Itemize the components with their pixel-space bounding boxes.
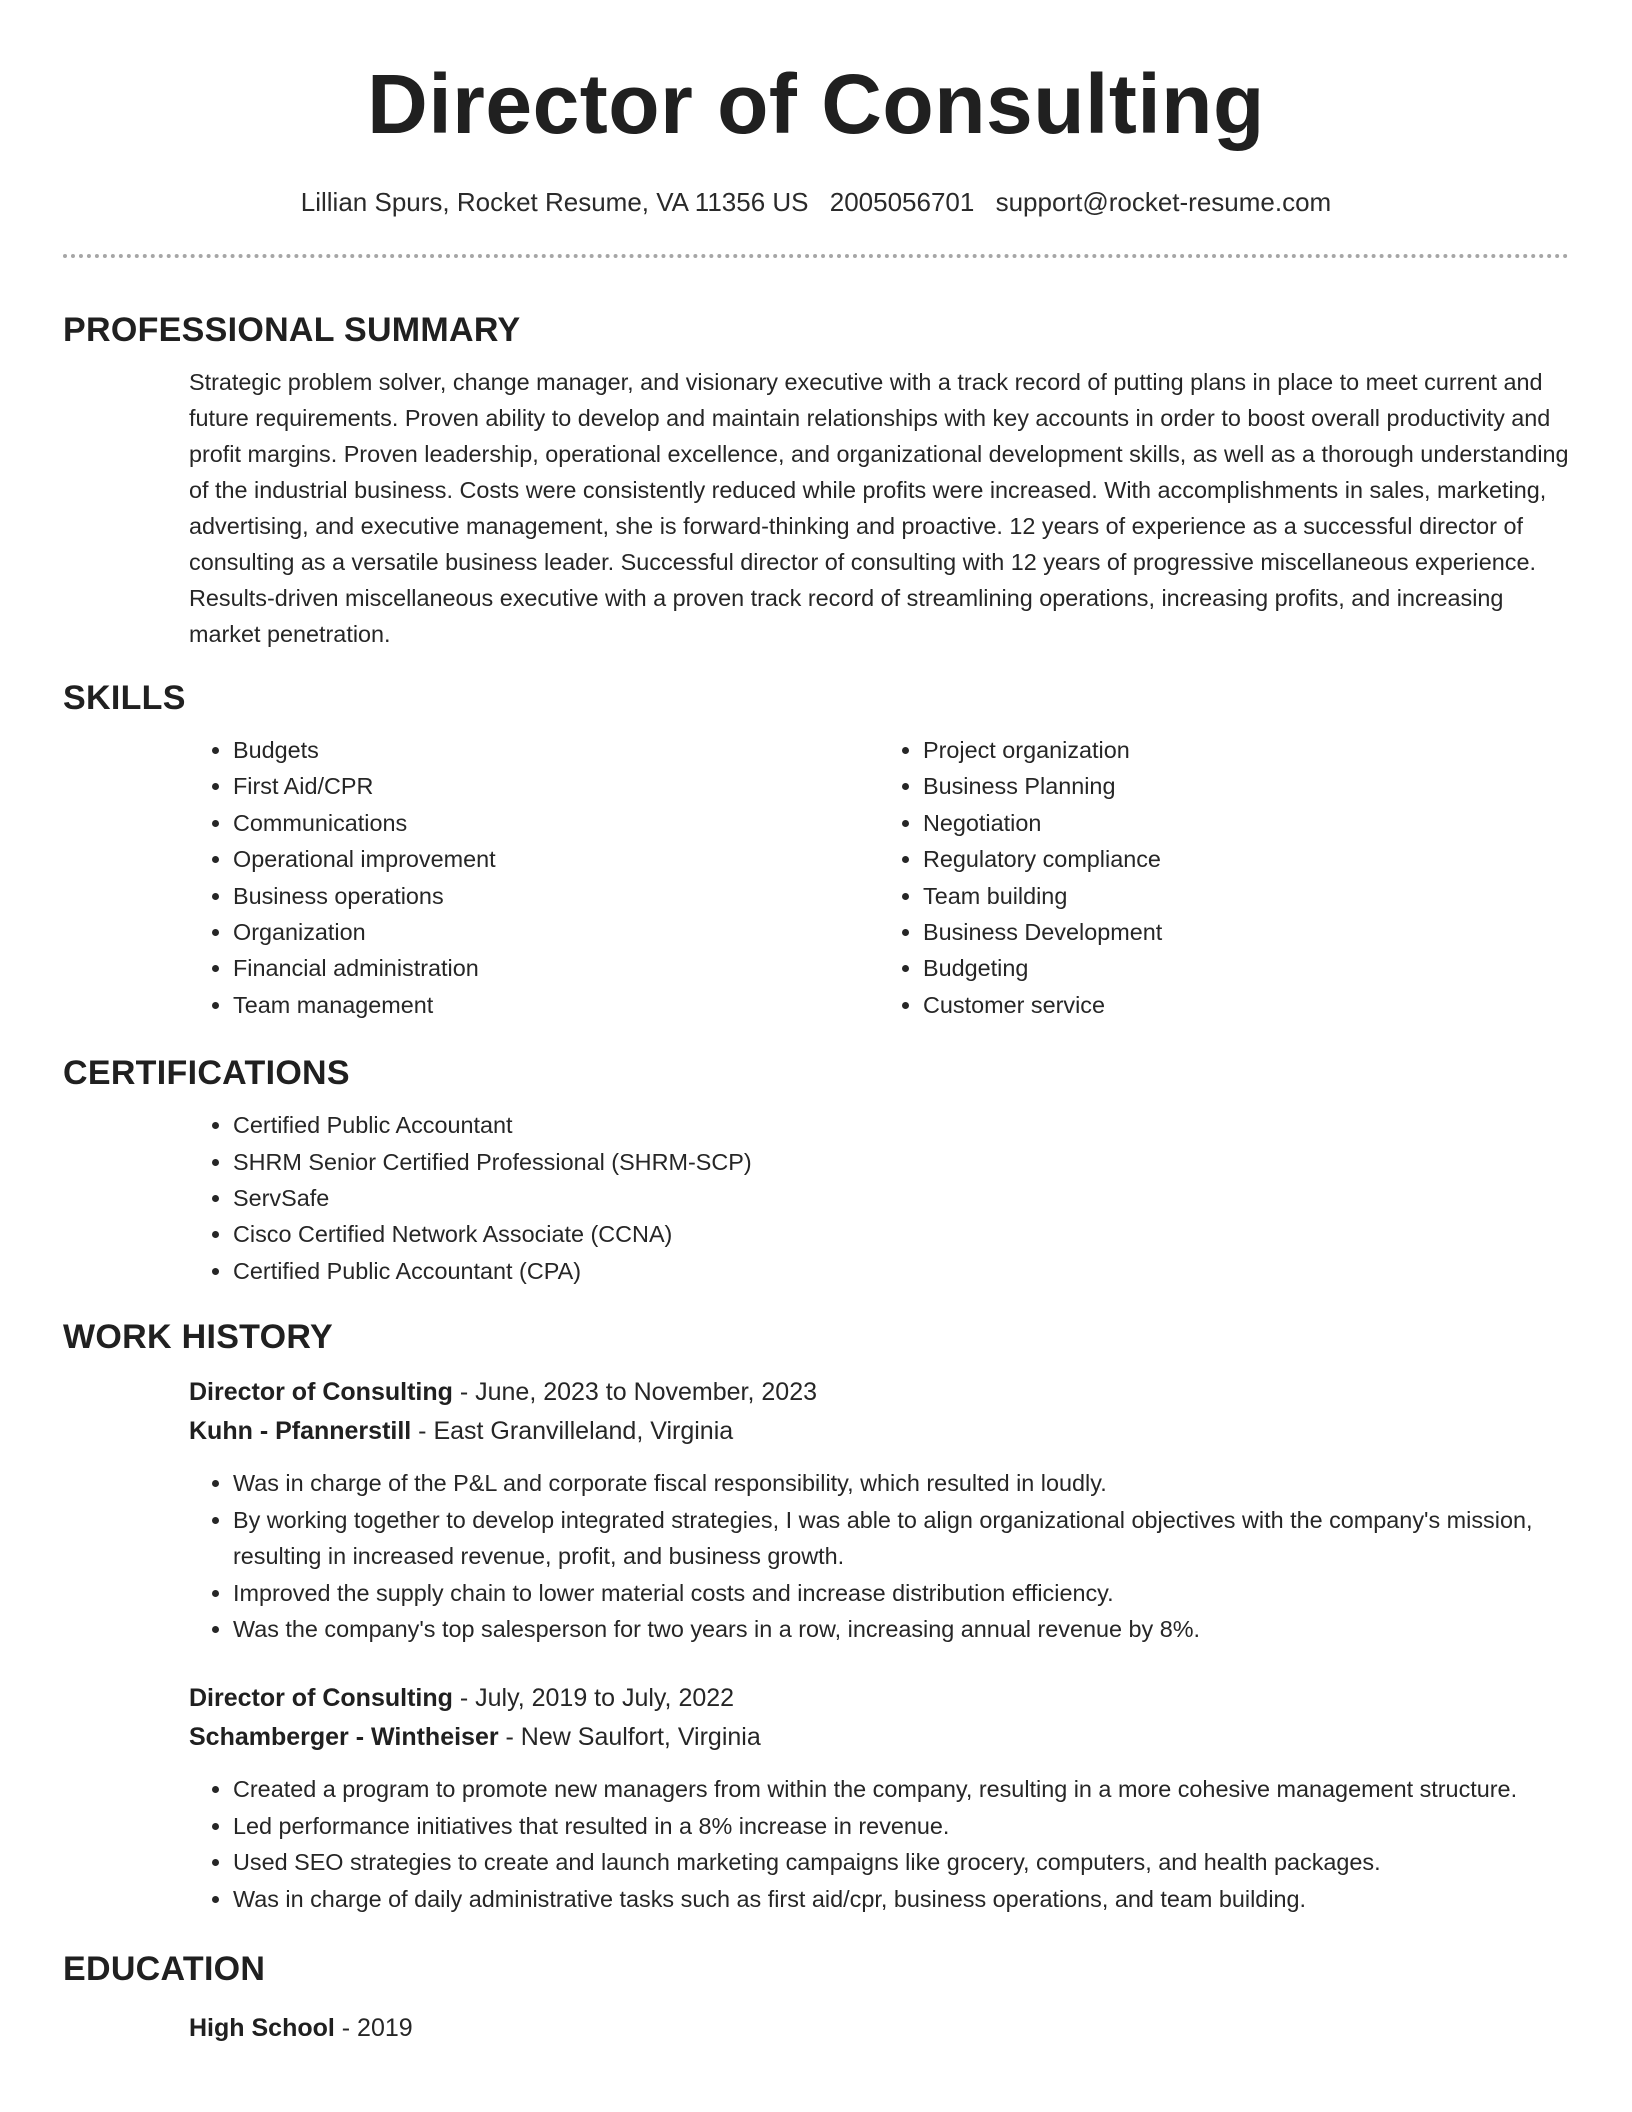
education-degree: High School [189, 2013, 335, 2042]
job-bullets [189, 1465, 1569, 1647]
job-bullet: • Used SEO strategies to create and launch marketing campaigns like grocery, computers, and health packages. [233, 1844, 1569, 1880]
education-year: - 2019 [334, 2013, 413, 2042]
skills-grid [189, 732, 1569, 1023]
skills-list-left [189, 732, 879, 1023]
skill-item: • Team management [233, 987, 879, 1023]
work-history-section [0, 1315, 1632, 1917]
job-bullet: • Was in charge of daily administrative tasks such as first aid/cpr, business operations, and team building. [233, 1881, 1569, 1917]
job-role-line [189, 1373, 1569, 1412]
header-divider [63, 254, 1569, 258]
job-dates: - June, 2023 to November, 2023 [452, 1378, 818, 1407]
education-section [0, 1947, 1632, 2048]
job-role-line [189, 1679, 1569, 1718]
contact-phone: 2005056701 [829, 187, 975, 217]
summary-text: Strategic problem solver, change manager, and visionary executive with a track record of putting plans in place to meet current and future requirements. Proven ability to develop and maintain relationships with key accounts in order to boost overall productivity and profit margins. Proven leadership, operational excellence, and organizational development skills, as well as a thorough understanding of the industrial business. Costs were consistently reduced while profits were increased. With accomplishments in sales, marketing, advertising, and executive management, she is forward-thinking and proactive. 12 years of experience as a successful director of consulting as a versatile business leader. Successful director of consulting with 12 years of progressive miscellaneous experience. Results-driven miscellaneous executive with a proven track record of streamlining operations, increasing profits, and increasing market penetration. [189, 369, 1569, 647]
skill-item: • Budgets [233, 732, 879, 768]
job-role: Director of Consulting [189, 1684, 453, 1713]
section-title-summary: PROFESSIONAL SUMMARY [63, 311, 521, 349]
skill-item: • Business Planning [923, 768, 1569, 804]
skill-item: • Organization [233, 914, 879, 950]
skill-item: • Financial administration [233, 950, 879, 986]
job-bullet: • Created a program to promote new managers from within the company, resulting in a more cohesive management structure. [233, 1771, 1569, 1807]
job-company-line [189, 1412, 1569, 1451]
certification-item: • ServSafe [233, 1180, 1569, 1216]
skill-item: • Business operations [233, 878, 879, 914]
skill-item: • Business Development [923, 914, 1569, 950]
contact-email: support@rocket-resume.com [995, 187, 1332, 217]
section-title-education: EDUCATION [63, 1949, 266, 1988]
skill-item: • First Aid/CPR [233, 768, 879, 804]
skill-item: • Budgeting [923, 950, 1569, 986]
skill-item: • Negotiation [923, 805, 1569, 841]
certification-item: • Certified Public Accountant [233, 1107, 1569, 1143]
contact-address: Lillian Spurs, Rocket Resume, VA 11356 US [300, 187, 809, 217]
skill-item: • Customer service [923, 987, 1569, 1023]
skill-item: • Project organization [923, 732, 1569, 768]
certification-item: • Certified Public Accountant (CPA) [233, 1253, 1569, 1289]
certifications-section [0, 1051, 1632, 1289]
resume-header [0, 0, 1632, 218]
job-company: Schamberger - Wintheiser [189, 1723, 499, 1752]
section-title-work-history: WORK HISTORY [63, 1318, 333, 1357]
job-dates: - July, 2019 to July, 2022 [452, 1684, 735, 1713]
job-location: - New Saulfort, Virginia [498, 1723, 761, 1752]
job-bullet: • Led performance initiatives that resulted in a 8% increase in revenue. [233, 1808, 1569, 1844]
job-location: - East Granvilleland, Virginia [411, 1417, 734, 1446]
education-entry [189, 2009, 1569, 2048]
certification-item: • SHRM Senior Certified Professional (SHRM-SCP) [233, 1144, 1569, 1180]
job-bullet: • Was the company's top salesperson for two years in a row, increasing annual revenue by 8%. [233, 1611, 1569, 1647]
job-bullet: • By working together to develop integrated strategies, I was able to align organizational objectives with the company's mission, resulting in increased revenue, profit, and business growth. [233, 1502, 1569, 1575]
skill-item: • Operational improvement [233, 841, 879, 877]
contact-line [0, 186, 1632, 218]
job-bullets [189, 1771, 1569, 1917]
job-company-line [189, 1718, 1569, 1757]
job-company: Kuhn - Pfannerstill [189, 1417, 412, 1446]
resume-title: Director of Consulting [367, 57, 1265, 151]
job-entry [189, 1373, 1569, 1647]
certification-item: • Cisco Certified Network Associate (CCNA) [233, 1216, 1569, 1252]
skill-item: • Communications [233, 805, 879, 841]
skill-item: • Team building [923, 878, 1569, 914]
skill-item: • Regulatory compliance [923, 841, 1569, 877]
certifications-list [189, 1107, 1569, 1289]
job-role: Director of Consulting [189, 1378, 453, 1407]
job-entry [189, 1679, 1569, 1917]
job-bullet: • Was in charge of the P&L and corporate fiscal responsibility, which resulted in loudly. [233, 1465, 1569, 1501]
job-bullet: • Improved the supply chain to lower material costs and increase distribution efficiency. [233, 1575, 1569, 1611]
section-title-certifications: CERTIFICATIONS [63, 1054, 350, 1093]
section-title-skills: SKILLS [63, 679, 186, 717]
skills-list-right [879, 732, 1569, 1023]
skills-section [0, 676, 1632, 1023]
professional-summary-section [0, 308, 1632, 652]
